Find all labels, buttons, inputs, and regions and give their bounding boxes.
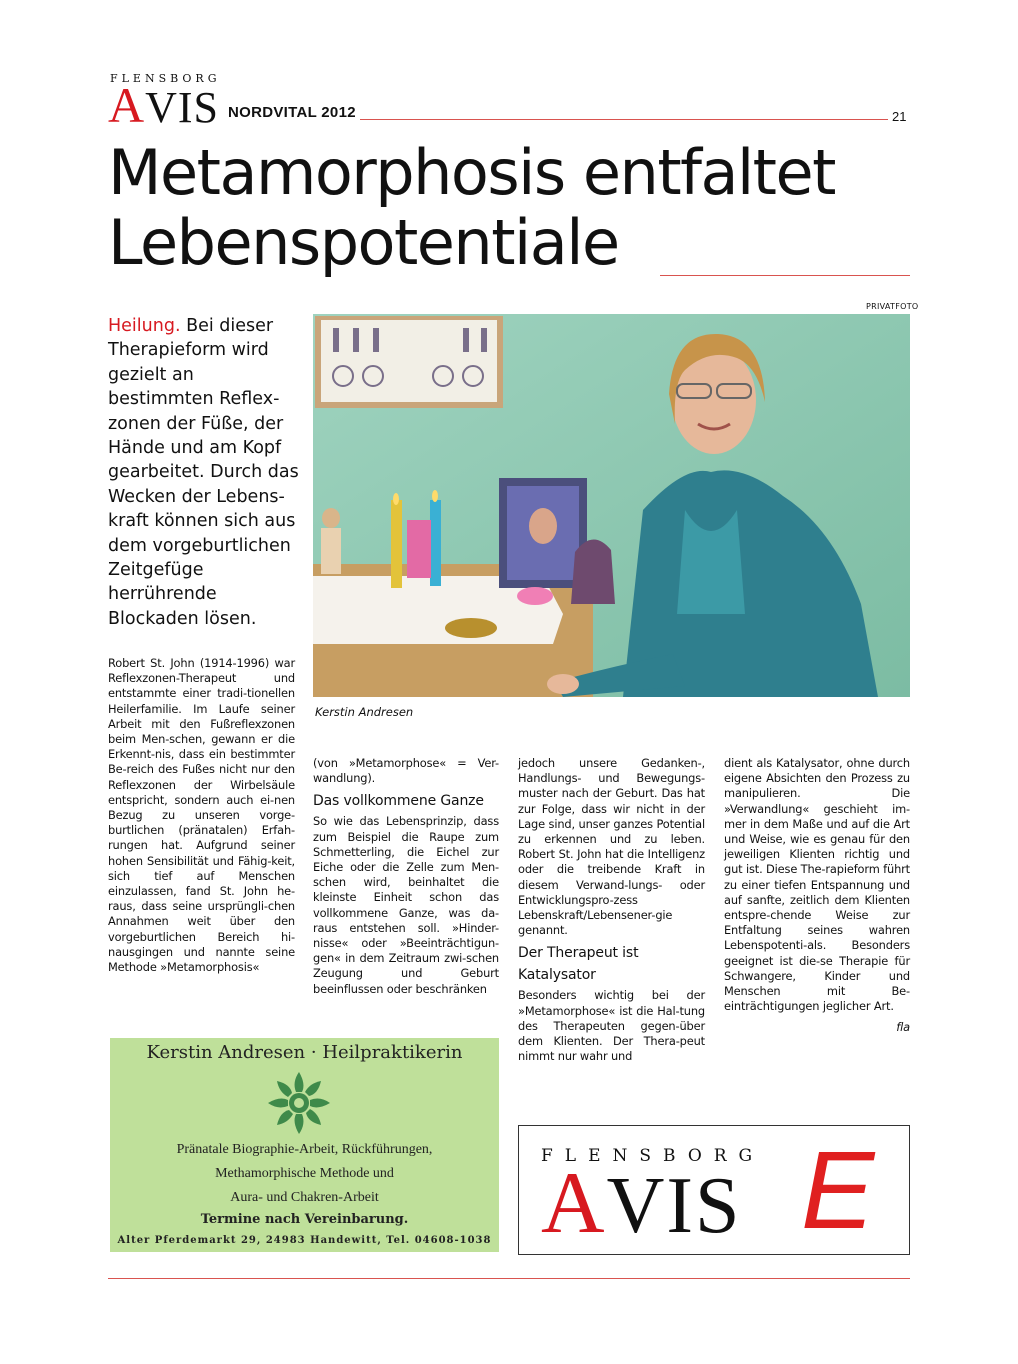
logo-big-a: A <box>541 1155 607 1252</box>
photo-caption: Kerstin Andresen <box>315 705 414 719</box>
body-column-3 <box>518 756 705 1064</box>
headline-rule <box>660 275 910 276</box>
body-column-2 <box>313 756 499 997</box>
section-title: NORDVITAL 2012 <box>228 104 356 121</box>
logo-edition-letter: E <box>801 1129 875 1252</box>
bottom-rule <box>108 1278 910 1279</box>
page-number: 21 <box>892 109 907 124</box>
body-paragraph: So wie das Lebensprinzip, dass zum Beispiel die Raupe zum Schmetterling, die Eichel zur Eiche oder die Zelle zum Men-schen wird, beinhaltet die kleinste Einheit schon das vollkommene Ganze, was da-raus entstehen soll. »Hinder-nisse« oder »Beeinträchtigun-gen« in dem Zeitraum zwi-schen Zeugung und Geburt beeinflussen oder beschränken <box>313 814 499 996</box>
subheading-therapeut: Der Therapeut ist Katalysator <box>518 945 639 984</box>
masthead-rule <box>360 119 888 120</box>
photo-illustration <box>313 314 910 697</box>
lead-kicker: Heilung. <box>108 316 181 336</box>
logo-big-rest: VIS <box>606 1162 742 1250</box>
body-column-4 <box>724 756 910 1036</box>
ad-service-line: Pränatale Biographie-Arbeit, Rückführungen, <box>176 1142 433 1157</box>
photo-credit: PRIVATFOTO <box>866 302 919 311</box>
lead-paragraph <box>108 314 304 631</box>
headline-line-1: Metamorphosis entfaltet <box>108 136 835 209</box>
advertisement-box <box>110 1038 499 1252</box>
headline-line-2: Lebenspotentiale <box>108 206 619 279</box>
avis-logo-box <box>518 1125 910 1255</box>
body-column-1 <box>108 656 295 975</box>
headline <box>108 138 928 278</box>
masthead-small-title: FLENSBORG <box>110 72 221 85</box>
ad-address: Alter Pferdemarkt 29, 24983 Handewitt, Tel. 04608-1038 <box>117 1235 492 1246</box>
author-signature: fla <box>896 1020 910 1035</box>
article-photo <box>313 314 910 697</box>
ad-appointments: Termine nach Vereinbarung. <box>200 1212 409 1227</box>
ad-services <box>110 1138 499 1210</box>
logo-big-title <box>541 1155 742 1252</box>
body-paragraph: (von »Metamorphose« = Ver-wandlung). <box>313 756 499 786</box>
logo-small-title: FLENSBORG <box>541 1146 765 1166</box>
ad-service-line: Methamorphische Methode und <box>215 1166 394 1181</box>
body-paragraph: dient als Katalysator, ohne durch eigene Absichten den Prozess zu manipulieren. Die »Verwandlung« geschieht im-mer in dem Maße und auf die Art und Weise, wie es genau für den jeweiligen Klienten richtig und gut ist. Diese The-rapieform führt zu einer tiefen Entspannung und auf sanfte, zeitlich dem Klienten entspre-chende Weise zur Entfaltung seines wahren Lebenspotenti-als. Besonders geeignet ist die-se Therapie für Schwangere, Kinder und Menschen mit Be-einträchtigungen jeglicher Art. <box>724 756 910 1014</box>
body-paragraph: Robert St. John (1914-1996) war Reflexzonen-Therapeut und entstammte einer tradi-tionellen Heilerfamilie. Im Laufe seiner Arbeit mit den Fußreflexzonen beim Men-schen, gewann er die Erkennt-nis, dass ein bestimmter Be-reich des Fußes nicht nur den Reflexzonen der Wirbelsäule entspricht, sondern auch ei-nen Bezug zu unseren vorge-burtlichen (pränatalen) Erfah-rungen hat. Aufgrund seiner hohen Sensibilität und Fähig-keit, sich tief auf Menschen einzulassen, fand St. John he-raus, dass seine ursprüngli-chen Annahmen weit über den vorgeburtlichen Bereich hi-nausgingen und nannte seine Methode »Metamorphosis« <box>108 656 295 975</box>
masthead-logo-a: A <box>108 77 146 133</box>
body-paragraph: Besonders wichtig bei der »Metamorphose« ist die Hal-tung des Therapeuten gegen-über dem Klienten. Der Thera-peut nimmt nur wahr und <box>518 988 705 1064</box>
lead-text: Bei dieser Therapieform wird gezielt an bestimmten Reflex-zonen der Füße, der Hände und am Kopf gearbeitet. Durch das Wecken der Lebens-kraft können sich aus dem vorgeburtlichen Zeitgefüge herrührende Blockaden lösen. <box>108 316 299 629</box>
body-paragraph: jedoch unsere Gedanken-, Handlungs- und Bewegungs-muster nach der Geburt. Das hat zur Folge, dass wir nicht in der Lage sind, unser ganzes Potential zu erkennen und zu leben. Robert St. John hat die Intelligenz oder die treibende Kraft in diesem Verwand-lungs- oder Entwicklungspro-zess Lebenskraft/Lebensener-gie genannt. <box>518 756 705 938</box>
masthead-logo-rest: VIS <box>145 83 220 132</box>
sun-spiral-icon <box>266 1070 332 1136</box>
subheading-vollkommene-ganze: Das vollkommene Ganze <box>313 793 484 810</box>
ad-title: Kerstin Andresen · Heilpraktikerin <box>146 1042 463 1063</box>
ad-service-line: Aura- und Chakren-Arbeit <box>230 1190 379 1205</box>
